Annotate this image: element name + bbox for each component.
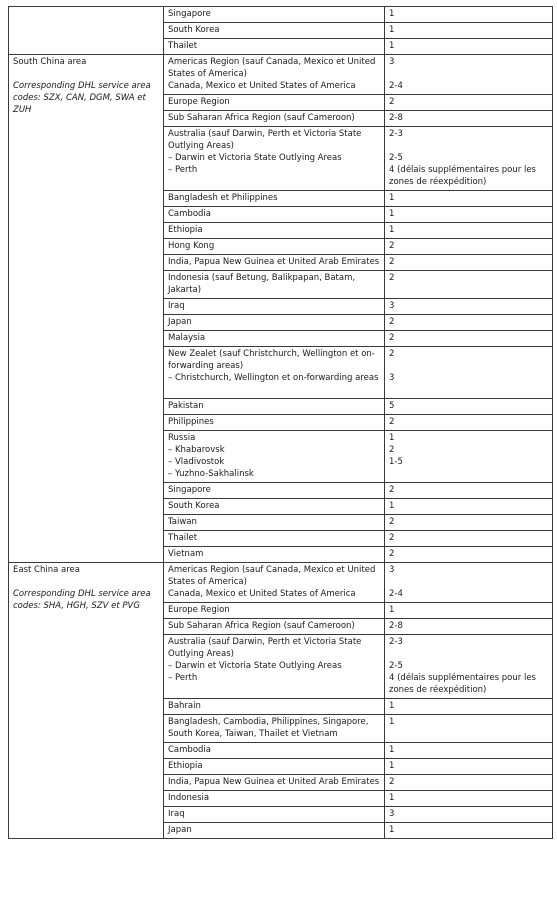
destination-cell	[164, 619, 385, 635]
transit-days-value: 2-4	[389, 81, 403, 91]
destination-sub-label: Canada, Mexico et United States of America	[168, 81, 356, 91]
destination-label: India, Papua New Guinea et United Arab Emirates	[168, 257, 380, 267]
transit-days-cell	[385, 823, 553, 839]
transit-days-value: 5	[389, 401, 395, 411]
destination-cell	[164, 547, 385, 563]
destination-label: Americas Region (sauf Canada, Mexico et United States of America)	[168, 565, 376, 587]
destination-cell	[164, 483, 385, 499]
transit-days-cell	[385, 347, 553, 399]
transit-days-cell	[385, 515, 553, 531]
area-service-codes: Corresponding DHL service area codes: SHA, HGH, SZV et PVG	[13, 589, 151, 611]
destination-cell	[164, 223, 385, 239]
destination-cell	[164, 775, 385, 791]
transit-days-cell	[385, 743, 553, 759]
transit-days-value: 2	[389, 349, 395, 359]
transit-days-value: 2	[389, 241, 395, 251]
transit-days-cell	[385, 207, 553, 223]
destination-cell	[164, 431, 385, 483]
area-cell	[9, 563, 164, 839]
transit-days-value: 2-5	[389, 153, 403, 163]
transit-days-value: 3	[389, 565, 395, 575]
table-row	[9, 7, 553, 23]
transit-days-cell	[385, 499, 553, 515]
destination-label: Australia (sauf Darwin, Perth et Victoria State Outlying Areas)	[168, 129, 362, 151]
transit-days-value: 1	[389, 793, 395, 803]
destination-cell	[164, 715, 385, 743]
destination-label: Cambodia	[168, 745, 211, 755]
destination-cell	[164, 127, 385, 191]
destination-cell	[164, 399, 385, 415]
destination-label: Iraq	[168, 809, 185, 819]
destination-sub-label: – Perth	[168, 672, 380, 684]
transit-days-cell	[385, 23, 553, 39]
spacer	[389, 140, 548, 152]
transit-days-cell	[385, 483, 553, 499]
destination-cell	[164, 207, 385, 223]
destination-sub-label: – Darwin et Victoria State Outlying Areas	[168, 152, 380, 164]
transit-days-value: 2-5	[389, 661, 403, 671]
destination-label: Europe Region	[168, 605, 230, 615]
transit-days-value: 2	[389, 517, 395, 527]
destination-label: Thailet	[168, 41, 198, 51]
transit-days-value: 2	[389, 97, 395, 107]
transit-days-value: 2	[389, 485, 395, 495]
transit-days-cell	[385, 807, 553, 823]
transit-days-value: 3	[389, 809, 395, 819]
destination-cell	[164, 111, 385, 127]
destination-sub-label: – Christchurch, Wellington et on-forwarding areas	[168, 372, 380, 384]
transit-days-value: 3	[389, 373, 395, 383]
transit-days-value: 4 (délais supplémentaires pour les zones de réexpédition)	[389, 165, 536, 187]
destination-cell	[164, 563, 385, 603]
delivery-time-table-container	[8, 6, 552, 839]
transit-days-value: 2-3	[389, 637, 403, 647]
destination-cell	[164, 23, 385, 39]
transit-days-value: 2-3	[389, 129, 403, 139]
transit-days-cell	[385, 715, 553, 743]
transit-days-value: 1	[389, 209, 395, 219]
transit-days-value: 2	[389, 257, 395, 267]
transit-days-value: 2	[389, 317, 395, 327]
destination-label: Bangladesh, Cambodia, Philippines, Singapore, South Korea, Taiwan, Thailet et Vietnam	[168, 717, 369, 739]
transit-days-cell	[385, 95, 553, 111]
transit-days-cell	[385, 547, 553, 563]
transit-days-cell	[385, 603, 553, 619]
destination-label: Americas Region (sauf Canada, Mexico et United States of America)	[168, 57, 376, 79]
transit-days-cell	[385, 619, 553, 635]
destination-cell	[164, 759, 385, 775]
destination-cell	[164, 331, 385, 347]
transit-days-cell	[385, 315, 553, 331]
destination-cell	[164, 415, 385, 431]
transit-days-cell	[385, 111, 553, 127]
transit-days-value: 3	[389, 301, 395, 311]
destination-label: Japan	[168, 825, 192, 835]
destination-cell	[164, 347, 385, 399]
transit-days-cell	[385, 55, 553, 95]
transit-days-cell	[385, 223, 553, 239]
area-name: East China area	[13, 565, 80, 575]
transit-days-cell	[385, 127, 553, 191]
transit-days-cell	[385, 415, 553, 431]
destination-sub-label: Canada, Mexico et United States of America	[168, 589, 356, 599]
transit-days-cell	[385, 39, 553, 55]
destination-label: Europe Region	[168, 97, 230, 107]
transit-days-cell	[385, 775, 553, 791]
delivery-time-table	[8, 6, 553, 839]
transit-days-cell	[385, 331, 553, 347]
destination-label: Bahrain	[168, 701, 201, 711]
transit-days-value: 4 (délais supplémentaires pour les zones de réexpédition)	[389, 673, 536, 695]
destination-cell	[164, 531, 385, 547]
transit-days-cell	[385, 563, 553, 603]
transit-days-cell	[385, 7, 553, 23]
area-cell	[9, 55, 164, 563]
destination-label: Hong Kong	[168, 241, 215, 251]
destination-cell	[164, 699, 385, 715]
transit-days-value: 2	[389, 777, 395, 787]
transit-days-value: 1	[389, 825, 395, 835]
destination-cell	[164, 315, 385, 331]
destination-label: Ethiopia	[168, 761, 203, 771]
destination-cell	[164, 239, 385, 255]
destination-cell	[164, 603, 385, 619]
spacer	[389, 576, 548, 588]
transit-days-cell	[385, 635, 553, 699]
destination-cell	[164, 499, 385, 515]
destination-label: Singapore	[168, 485, 211, 495]
destination-cell	[164, 55, 385, 95]
transit-days-cell	[385, 299, 553, 315]
table-row	[9, 563, 553, 603]
destination-sub-label: – Yuzhno-Sakhalinsk	[168, 468, 380, 480]
destination-label: Vietnam	[168, 549, 204, 559]
destination-cell	[164, 255, 385, 271]
transit-days-value: 2	[389, 273, 395, 283]
table-body	[9, 7, 553, 839]
destination-label: Thailet	[168, 533, 198, 543]
destination-label: Pakistan	[168, 401, 204, 411]
destination-label: Iraq	[168, 301, 185, 311]
transit-days-value: 1	[389, 501, 395, 511]
destination-label: Australia (sauf Darwin, Perth et Victoria State Outlying Areas)	[168, 637, 362, 659]
destination-label: Sub Saharan Africa Region (sauf Cameroon)	[168, 113, 355, 123]
area-service-codes: Corresponding DHL service area codes: SZX, CAN, DGM, SWA et ZUH	[13, 81, 151, 115]
destination-cell	[164, 271, 385, 299]
transit-days-value: 1	[389, 701, 395, 711]
destination-label: Singapore	[168, 9, 211, 19]
destination-label: South Korea	[168, 25, 220, 35]
destination-sub-label: – Khabarovsk	[168, 444, 380, 456]
destination-cell	[164, 191, 385, 207]
destination-cell	[164, 515, 385, 531]
transit-days-value: 2	[389, 417, 395, 427]
destination-cell	[164, 743, 385, 759]
destination-label: Indonesia (sauf Betung, Balikpapan, Batam, Jakarta)	[168, 273, 356, 295]
destination-cell	[164, 807, 385, 823]
destination-label: Cambodia	[168, 209, 211, 219]
transit-days-value: 1	[389, 761, 395, 771]
table-row	[9, 55, 553, 95]
destination-sub-label: – Darwin et Victoria State Outlying Areas	[168, 660, 380, 672]
transit-days-cell	[385, 239, 553, 255]
transit-days-value: 2	[389, 333, 395, 343]
destination-cell	[164, 95, 385, 111]
transit-days-value: 3	[389, 57, 395, 67]
transit-days-value: 2	[389, 445, 395, 455]
spacer	[389, 360, 548, 372]
destination-label: Russia	[168, 433, 196, 443]
transit-days-value: 1-5	[389, 457, 403, 467]
area-name: South China area	[13, 57, 87, 67]
transit-days-value: 2-4	[389, 589, 403, 599]
destination-label: Japan	[168, 317, 192, 327]
destination-label: South Korea	[168, 501, 220, 511]
transit-days-value: 1	[389, 605, 395, 615]
transit-days-cell	[385, 271, 553, 299]
destination-label: Indonesia	[168, 793, 210, 803]
transit-days-cell	[385, 699, 553, 715]
destination-label: Taiwan	[168, 517, 197, 527]
destination-label: India, Papua New Guinea et United Arab Emirates	[168, 777, 380, 787]
transit-days-cell	[385, 191, 553, 207]
transit-days-value: 1	[389, 9, 395, 19]
transit-days-value: 1	[389, 717, 395, 727]
transit-days-value: 1	[389, 25, 395, 35]
destination-cell	[164, 823, 385, 839]
transit-days-value: 1	[389, 745, 395, 755]
transit-days-value: 2	[389, 533, 395, 543]
destination-label: New Zealet (sauf Christchurch, Wellington et on-forwarding areas)	[168, 349, 375, 371]
destination-label: Malaysia	[168, 333, 206, 343]
transit-days-cell	[385, 255, 553, 271]
transit-days-value: 2-8	[389, 113, 403, 123]
destination-sub-label: – Vladivostok	[168, 456, 380, 468]
transit-days-cell	[385, 431, 553, 483]
transit-days-value: 1	[389, 41, 395, 51]
destination-label: Ethiopia	[168, 225, 203, 235]
destination-label: Sub Saharan Africa Region (sauf Cameroon)	[168, 621, 355, 631]
transit-days-cell	[385, 791, 553, 807]
transit-days-value: 1	[389, 193, 395, 203]
transit-days-cell	[385, 531, 553, 547]
destination-cell	[164, 39, 385, 55]
transit-days-value: 1	[389, 433, 395, 443]
area-cell	[9, 7, 164, 55]
transit-days-value: 2-8	[389, 621, 403, 631]
destination-cell	[164, 7, 385, 23]
destination-label: Bangladesh et Philippines	[168, 193, 278, 203]
transit-days-value: 1	[389, 225, 395, 235]
spacer	[389, 384, 548, 396]
transit-days-cell	[385, 399, 553, 415]
destination-sub-label: – Perth	[168, 164, 380, 176]
spacer	[389, 68, 548, 80]
transit-days-value: 2	[389, 549, 395, 559]
destination-cell	[164, 299, 385, 315]
destination-label: Philippines	[168, 417, 214, 427]
destination-cell	[164, 635, 385, 699]
transit-days-cell	[385, 759, 553, 775]
destination-cell	[164, 791, 385, 807]
spacer	[389, 648, 548, 660]
